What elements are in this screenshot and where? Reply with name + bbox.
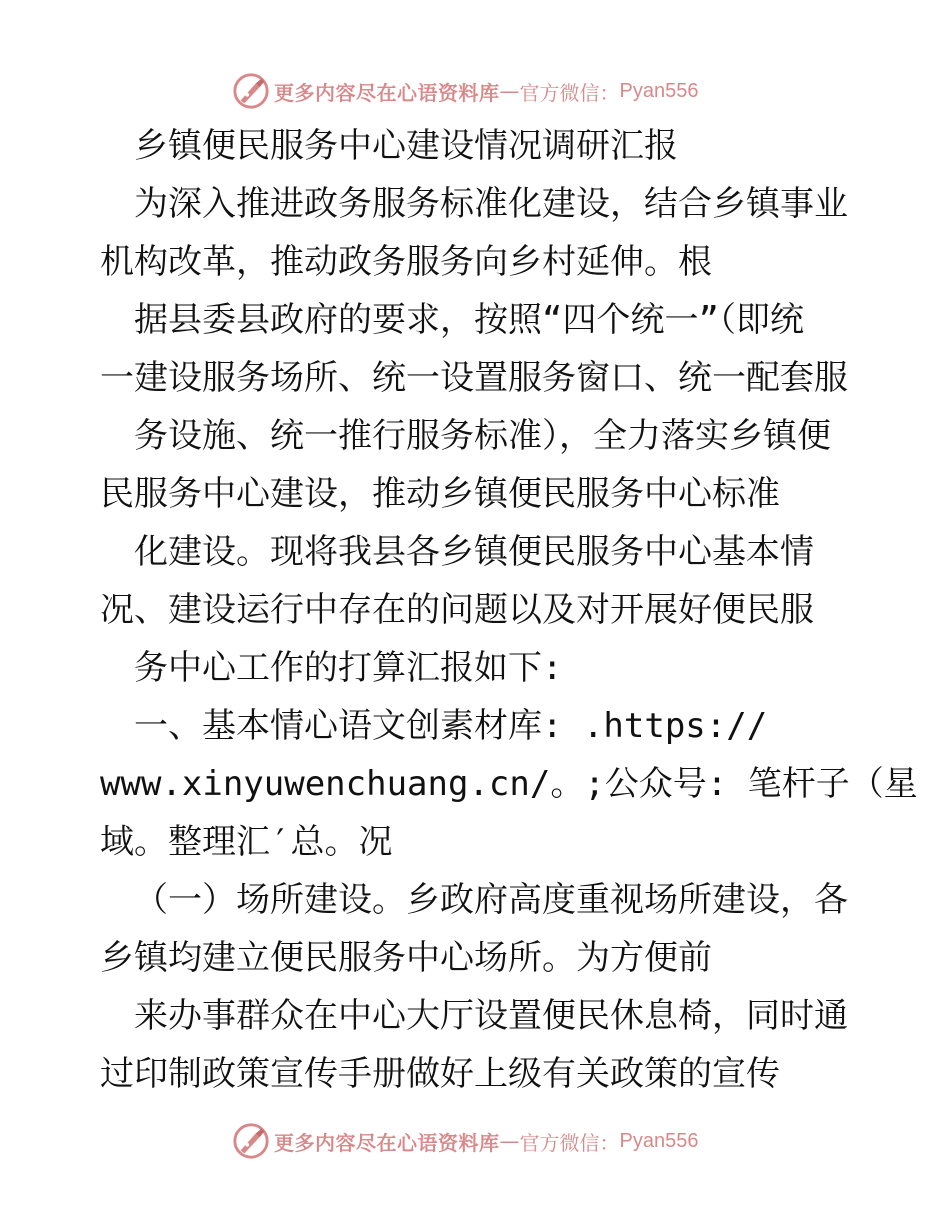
banner-wechat-id: Pyan556 xyxy=(619,79,699,102)
header-banner xyxy=(232,70,698,112)
body-line: 化建设。现将我县各乡镇便民服务中心基本情 xyxy=(134,532,814,572)
body-line: 据县委县政府的要求，按照“四个统一”（即统 xyxy=(134,300,804,340)
section-heading: 一、基本情心语文创素材库: .https:// xyxy=(134,706,768,746)
banner-wechat-label: 官方微信： xyxy=(519,80,620,105)
body-line: 域。整理汇′总。况 xyxy=(100,822,393,862)
banner-promo-text: 更多内容尽在心语资料库 xyxy=(274,80,500,105)
body-line: 乡镇均建立便民服务中心场所。为方便前 xyxy=(100,938,712,978)
pen-nib-logo-icon xyxy=(232,72,270,110)
body-line: 机构改革，推动政务服务向乡村延伸。根 xyxy=(100,242,712,282)
body-line: 况、建设运行中存在的问题以及对开展好便民服 xyxy=(100,590,814,630)
footer-banner xyxy=(232,1120,698,1162)
banner-wechat-label: 官方微信： xyxy=(519,1130,620,1155)
pen-nib-logo-icon xyxy=(232,1122,270,1160)
banner-wechat-id: Pyan556 xyxy=(619,1129,699,1152)
banner-separator: — xyxy=(499,1129,520,1153)
body-line: 来办事群众在中心大厅设置便民休息椅，同时通 xyxy=(134,996,848,1036)
body-line: 一建设服务场所、统一设置服务窗口、统一配套服 xyxy=(100,358,848,398)
body-line: 务设施、统一推行服务标准），全力落实乡镇便 xyxy=(134,416,831,456)
body-line: 务中心工作的打算汇报如下: xyxy=(134,648,563,688)
body-line: 为深入推进政务服务标准化建设，结合乡镇事业 xyxy=(134,184,848,224)
document-title: 乡镇便民服务中心建设情况调研汇报 xyxy=(134,126,678,166)
banner-promo-text: 更多内容尽在心语资料库 xyxy=(274,1130,500,1155)
body-line: www.xinyuwenchuang.cn/。;公众号: 笔杆子（星 xyxy=(100,764,918,804)
banner-separator: — xyxy=(499,79,520,103)
subsection-heading: （一）场所建设。乡政府高度重视场所建设，各 xyxy=(134,880,848,920)
body-line: 过印制政策宣传手册做好上级有关政策的宣传 xyxy=(100,1054,780,1094)
body-line: 民服务中心建设，推动乡镇便民服务中心标准 xyxy=(100,474,780,514)
